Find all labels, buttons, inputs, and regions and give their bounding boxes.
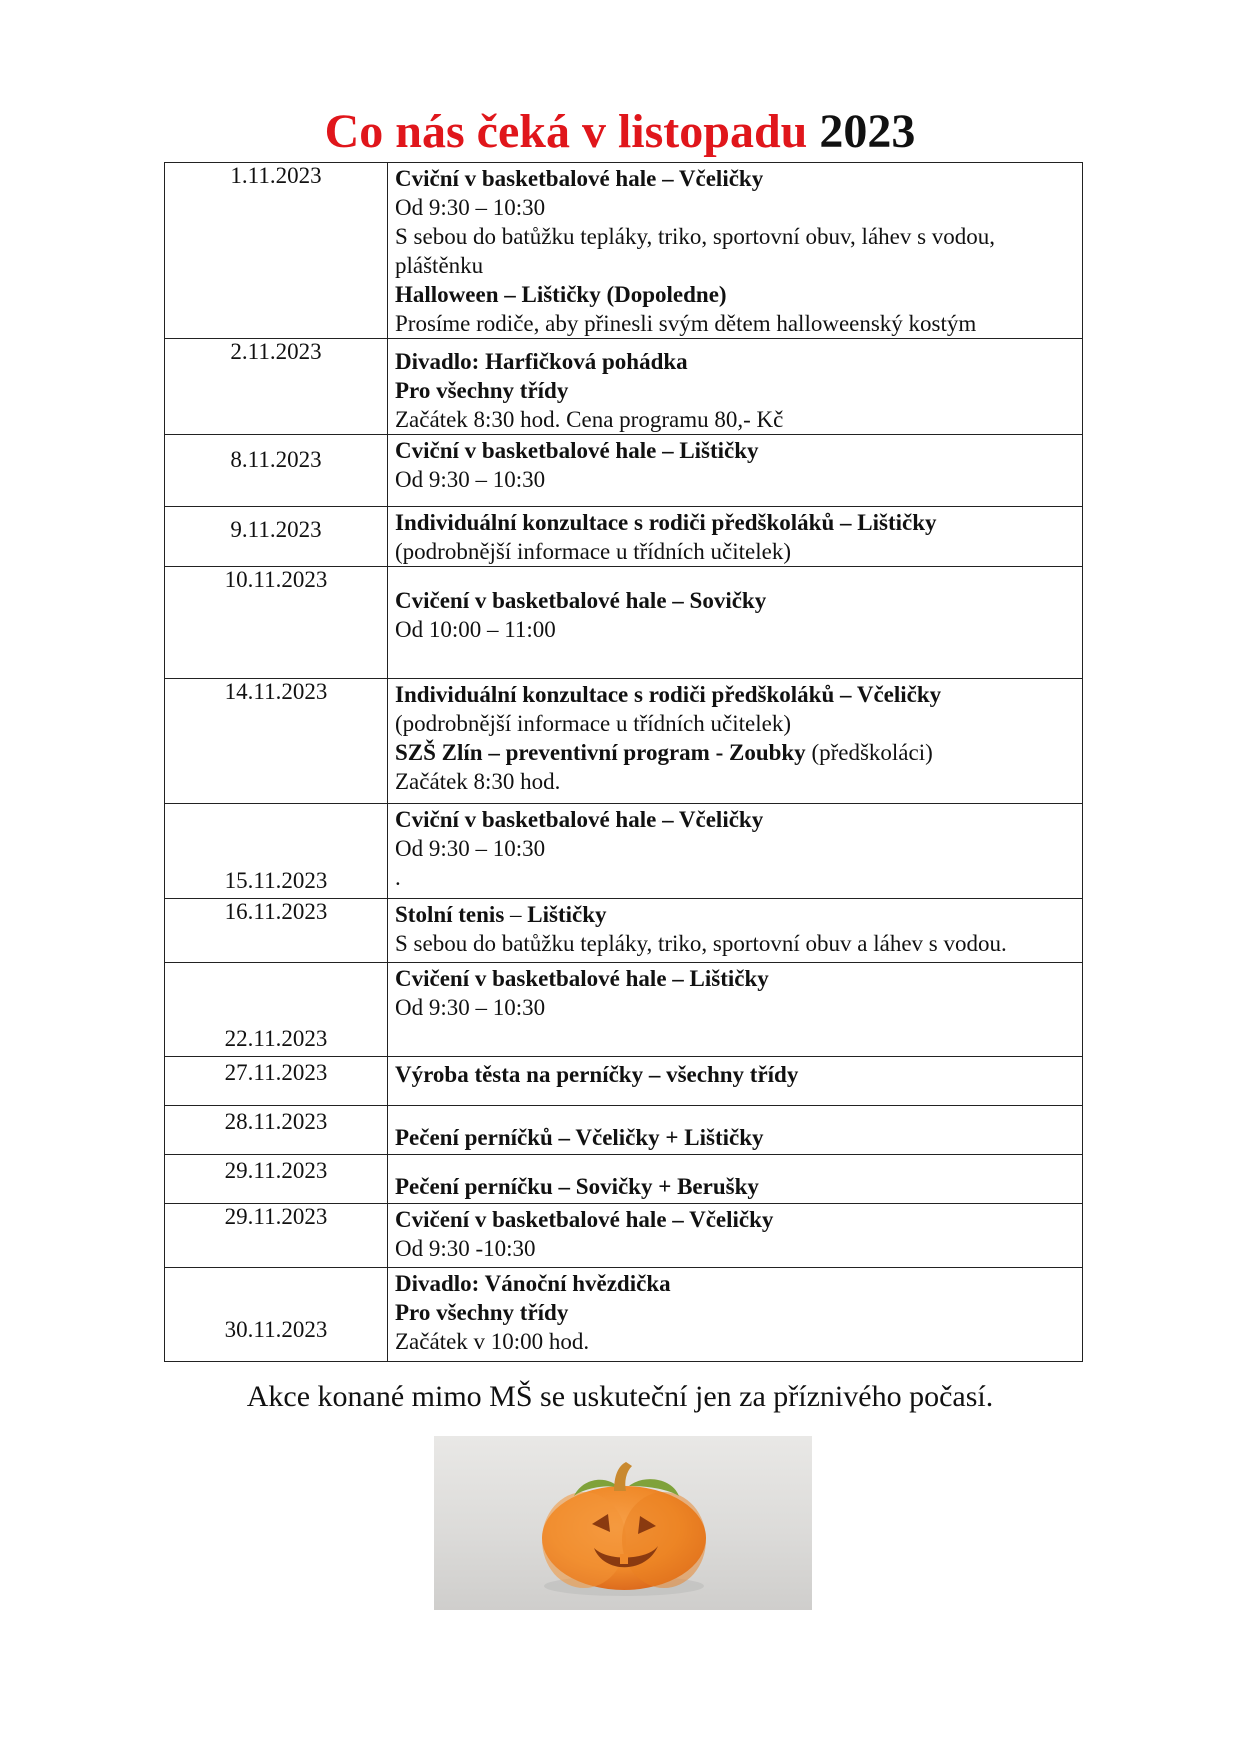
description-line: Od 10:00 – 11:00	[395, 617, 556, 642]
table-row	[165, 1268, 1083, 1362]
description-line: Cvičení v basketbalové hale – Včeličky	[395, 1207, 774, 1232]
description-line	[395, 738, 1076, 767]
table-row	[165, 679, 1083, 804]
description-normal-part: –	[504, 902, 528, 927]
description-line: Výroba těsta na perníčky – všechny třídy	[395, 1062, 799, 1087]
description-line: Halloween – Lištičky (Dopoledne)	[395, 282, 727, 307]
description-cell	[388, 435, 1083, 507]
description-line: Začátek 8:30 hod.	[395, 769, 561, 794]
description-cell	[388, 567, 1083, 679]
date-cell: 16.11.2023	[165, 899, 388, 963]
description-line: Od 9:30 – 10:30	[395, 836, 546, 861]
description-line: Cviční v basketbalové hale – Lištičky	[395, 438, 759, 463]
description-line: Od 9:30 – 10:30	[395, 467, 546, 492]
description-cell	[388, 1106, 1083, 1155]
description-cell	[388, 163, 1083, 339]
description-cell	[388, 679, 1083, 804]
description-line: Cvičení v basketbalové hale – Lištičky	[395, 966, 769, 991]
description-line: Individuální konzultace s rodiči předškoláků – Lištičky	[395, 510, 937, 535]
table-row	[165, 804, 1083, 899]
description-line: Cviční v basketbalové hale – Včeličky	[395, 807, 764, 832]
description-line: Divadlo: Harfičková pohádka	[395, 349, 688, 374]
description-line: Individuální konzultace s rodiči předškoláků – Včeličky	[395, 682, 942, 707]
table-row	[165, 963, 1083, 1057]
date-cell: 22.11.2023	[165, 963, 388, 1057]
description-line: (podrobnější informace u třídních učitelek)	[395, 711, 791, 736]
table-row	[165, 339, 1083, 435]
description-bold-part: Stolní tenis	[395, 902, 505, 927]
description-line: Od 9:30 – 10:30	[395, 195, 546, 220]
date-cell: 2.11.2023	[165, 339, 388, 435]
description-normal-part: (předškoláci)	[805, 740, 933, 765]
description-line: Od 9:30 – 10:30	[395, 995, 546, 1020]
description-bold-part: SZŠ Zlín – preventivní program - Zoubky	[395, 740, 806, 765]
table-row	[165, 1106, 1083, 1155]
schedule-table	[164, 162, 1083, 1362]
description-line: .	[395, 865, 401, 890]
table-row	[165, 163, 1083, 339]
table-row	[165, 1204, 1083, 1268]
description-line: Prosíme rodiče, aby přinesli svým dětem halloweenský kostým	[395, 311, 977, 336]
date-cell: 28.11.2023	[165, 1106, 388, 1155]
description-line: Pro všechny třídy	[395, 378, 569, 403]
date-cell: 14.11.2023	[165, 679, 388, 804]
description-line: Cvičení v basketbalové hale – Sovičky	[395, 588, 767, 613]
date-cell: 1.11.2023	[165, 163, 388, 339]
table-row	[165, 899, 1083, 963]
description-line	[395, 900, 1076, 929]
date-cell: 9.11.2023	[165, 507, 388, 567]
description-line: S sebou do batůžku tepláky, triko, sportovní obuv a láhev s vodou.	[395, 931, 1007, 956]
date-cell: 29.11.2023	[165, 1204, 388, 1268]
description-cell	[388, 1155, 1083, 1204]
description-line: Pečení perníčku – Sovičky + Berušky	[395, 1174, 759, 1199]
description-cell	[388, 804, 1083, 899]
description-line: Začátek 8:30 hod. Cena programu 80,- Kč	[395, 407, 784, 432]
description-line: Od 9:30 -10:30	[395, 1236, 536, 1261]
description-cell	[388, 1268, 1083, 1362]
table-row	[165, 507, 1083, 567]
table-row	[165, 1057, 1083, 1106]
date-cell: 30.11.2023	[165, 1268, 388, 1362]
description-line: Pečení perníčků – Včeličky + Lištičky	[395, 1125, 764, 1150]
description-cell	[388, 339, 1083, 435]
description-line: S sebou do batůžku tepláky, triko, sportovní obuv, láhev s vodou, pláštěnku	[395, 224, 996, 278]
table-row	[165, 567, 1083, 679]
date-cell: 8.11.2023	[165, 435, 388, 507]
title-year: 2023	[819, 105, 916, 158]
weather-note: Akce konané mimo MŠ se uskuteční jen za příznivého počasí.	[246, 1380, 994, 1413]
description-cell	[388, 963, 1083, 1057]
date-cell: 15.11.2023	[165, 804, 388, 899]
description-cell	[388, 1204, 1083, 1268]
description-line: Začátek v 10:00 hod.	[395, 1329, 590, 1354]
description-cell	[388, 507, 1083, 567]
description-line: Divadlo: Vánoční hvězdička	[395, 1271, 671, 1296]
description-line: (podrobnější informace u třídních učitelek)	[395, 539, 791, 564]
page-title	[0, 102, 1240, 162]
description-cell	[388, 1057, 1083, 1106]
title-red-part: Co nás čeká v listopadu	[324, 105, 808, 158]
date-cell: 27.11.2023	[165, 1057, 388, 1106]
description-line: Pro všechny třídy	[395, 1300, 569, 1325]
date-cell: 10.11.2023	[165, 567, 388, 679]
description-bold-part: Lištičky	[527, 902, 607, 927]
description-cell	[388, 899, 1083, 963]
description-line: Cviční v basketbalové hale – Včeličky	[395, 166, 764, 191]
table-row	[165, 435, 1083, 507]
table-row	[165, 1155, 1083, 1204]
pumpkin-icon	[434, 1436, 812, 1610]
date-cell: 29.11.2023	[165, 1155, 388, 1204]
pumpkin-photo	[434, 1436, 812, 1610]
